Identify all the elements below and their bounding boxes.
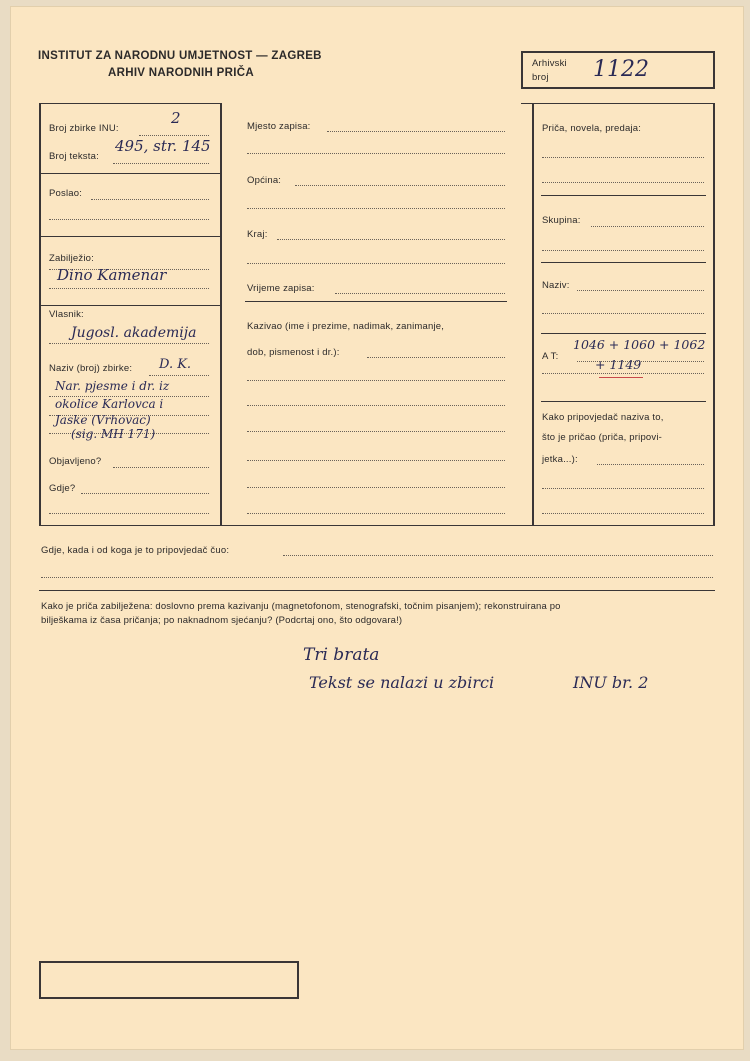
archive-name: ARHIV NARODNIH PRIČA (108, 67, 254, 79)
red-underline (599, 377, 643, 378)
region-label: Kraj: (247, 229, 268, 240)
handwritten-text: Tekst se nalazi u zbirci (309, 673, 495, 692)
time-label: Vrijeme zapisa: (247, 283, 315, 294)
group-label: Skupina: (542, 215, 581, 226)
collection-number-value: 2 (171, 109, 181, 127)
archive-number-label-1: Arhivski (532, 58, 567, 69)
owner-label: Vlasnik: (49, 309, 84, 320)
grid-bottom (39, 525, 715, 526)
source-question: Gdje, kada i od koga je to pripovjedač čuo: (41, 545, 230, 556)
stamp-box (39, 961, 299, 999)
sent-by-label: Poslao: (49, 188, 83, 199)
narrator-label-1: Kazivao (ime i prezime, nadimak, zanimanje, (247, 321, 445, 332)
archive-number-label-2: broj (532, 72, 549, 83)
narrator-name-label-3: jetka...): (542, 454, 578, 465)
narrator-name-label-1: Kako pripovjedač naziva to, (542, 412, 664, 423)
collection-name-value-4: Jaske (Vrhovac) (55, 413, 151, 427)
narrator-label-2: dob, pismenost i dr.): (247, 347, 340, 358)
collection-number-label: Broj zbirke INU: (49, 123, 119, 134)
archive-form (10, 6, 744, 1050)
handwritten-ref: INU br. 2 (573, 673, 649, 692)
place-label: Mjesto zapisa: (247, 121, 311, 132)
grid-top-left (39, 103, 221, 104)
grid-col-1 (39, 103, 41, 525)
collection-name-value-2: Nar. pjesme i dr. iz (55, 379, 170, 393)
grid-col-3 (532, 103, 534, 525)
recorded-by-value: Dino Kamenar (57, 266, 167, 284)
at-value-2: + 1149 (595, 357, 642, 372)
collection-name-value-3: okolice Karlovca i (55, 397, 164, 411)
published-label: Objavljeno? (49, 456, 102, 467)
recording-method-line-1: Kako je priča zabilježena: doslovno prema kazivanju (magnetofonom, stenografski, točnim pisanjem); rekonstruirana po (41, 601, 561, 612)
grid-col-2 (220, 103, 222, 525)
archive-number-box (521, 51, 715, 89)
archive-number-value: 1122 (593, 57, 649, 82)
recorded-by-label: Zabilježio: (49, 253, 94, 264)
grid-col-4 (713, 103, 715, 525)
municipality-label: Općina: (247, 175, 282, 186)
collection-name-value-5: (sig. MH 171) (71, 427, 156, 441)
owner-value: Jugosl. akademija (71, 325, 197, 341)
text-number-label: Broj teksta: (49, 151, 99, 162)
narrator-name-label-2: što je pričao (priča, pripovi- (542, 432, 663, 443)
at-label: A T: (542, 351, 559, 362)
collection-name-label: Naziv (broj) zbirke: (49, 363, 133, 374)
handwritten-title: Tri brata (303, 645, 380, 665)
institute-name: INSTITUT ZA NARODNU UMJETNOST — ZAGREB (38, 50, 322, 62)
grid-top-right (521, 103, 715, 104)
collection-name-value-1: D. K. (159, 357, 192, 372)
text-number-value: 495, str. 145 (115, 137, 211, 155)
at-value-1: 1046 + 1060 + 1062 (573, 337, 706, 352)
where-published-label: Gdje? (49, 483, 76, 494)
genre-label: Priča, novela, predaja: (542, 123, 642, 134)
title-label: Naziv: (542, 280, 570, 291)
recording-method-line-2: bilješkama iz časa pričanja; po naknadnom sjećanju? (Podcrtaj ono, što odgovara!) (41, 615, 403, 626)
